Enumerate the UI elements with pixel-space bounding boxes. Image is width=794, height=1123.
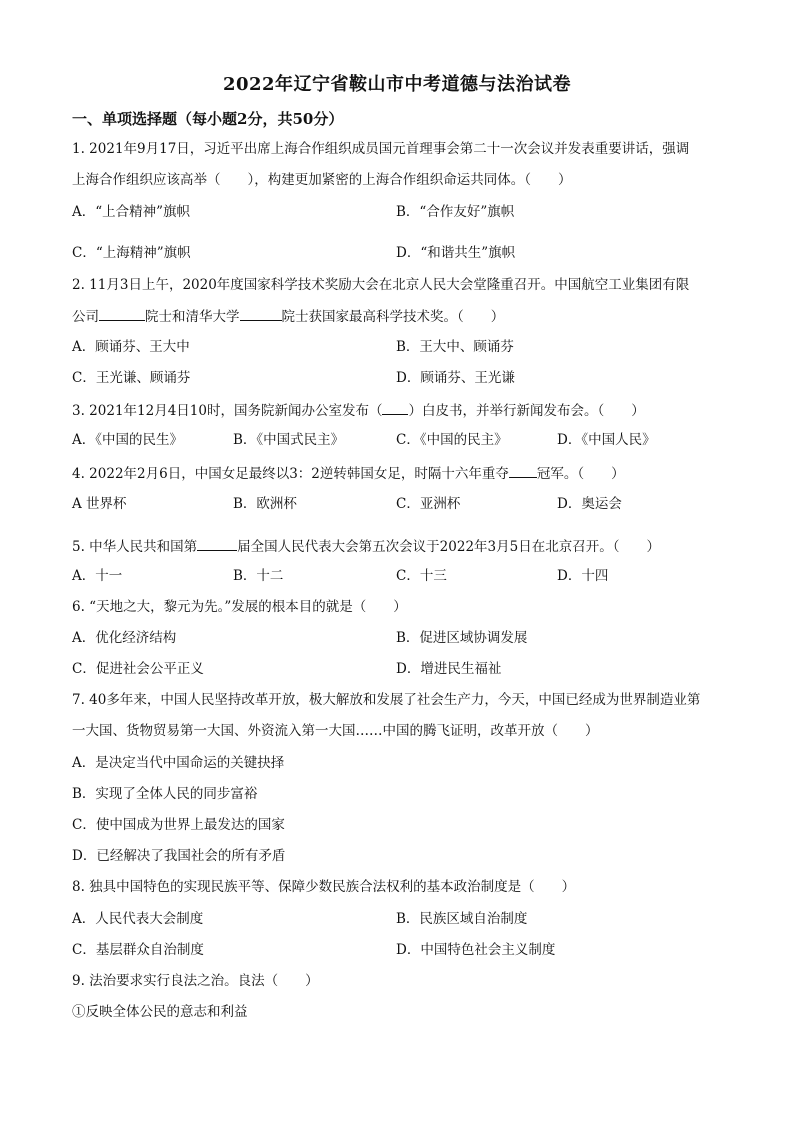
question-5-option-b: B．十二 xyxy=(233,568,284,584)
question-1-line-2: 上海合作组织应该高举（ ），构建更加紧密的上海合作组织命运共同体。（ ） xyxy=(72,172,572,188)
question-3-option-b: B．《中国式民主》 xyxy=(233,432,345,448)
page-title: 2022年辽宁省鞍山市中考道德与法治试卷 xyxy=(222,74,572,95)
question-5-option-d: D．十四 xyxy=(557,568,609,584)
question-5-option-c: C．十三 xyxy=(396,568,447,584)
question-3-option-d: D．《中国人民》 xyxy=(557,432,656,448)
question-7-option-d: D．已经解决了我国社会的所有矛盾 xyxy=(72,848,286,864)
question-7-line-2: 一大国、货物贸易第一大国、外资流入第一大国……中国的腾飞证明，改革开放（ ） xyxy=(72,723,599,739)
question-2-option-a: A．顾诵芬、王大中 xyxy=(72,339,190,355)
answer-blank xyxy=(197,536,237,551)
question-5-text-a: 5. 中华人民共和国第 xyxy=(72,539,198,555)
question-2-option-b: B．王大中、顾诵芬 xyxy=(396,339,514,355)
question-4-option-a: A 世界杯 xyxy=(72,496,127,512)
question-2-line-1: 2. 11月3日上午，2020年度国家科学技术奖励大会在北京人民大会堂隆重召开。中国航空工业集团有限 xyxy=(72,277,690,293)
question-8-option-d: D．中国特色社会主义制度 xyxy=(396,942,556,958)
question-3-option-a: A．《中国的民生》 xyxy=(72,432,183,448)
question-6-option-b: B．促进区域协调发展 xyxy=(396,630,528,646)
question-4-text-a: 4. 2022年2月6日，中国女足最终以3：2逆转韩国女足，时隔十六年重夺 xyxy=(72,466,509,482)
question-5-text-b: 届全国人民代表大会第五次会议于2022年3月5日在北京召开。（ ） xyxy=(237,539,660,555)
question-3-option-c: C．《中国的民主》 xyxy=(396,432,508,448)
question-8-option-b: B．民族区域自治制度 xyxy=(396,911,528,927)
question-3-line-1 xyxy=(72,400,645,420)
question-2-text-c: 院士获国家最高科学技术奖。（ ） xyxy=(281,309,505,325)
question-3-text-b: ）白皮书，并举行新闻发布会。（ ） xyxy=(408,403,645,419)
question-8-option-a: A．人民代表大会制度 xyxy=(72,911,204,927)
question-5-line-1 xyxy=(72,536,660,556)
question-3-text-a: 3. 2021年12月4日10时，国务院新闻办公室发布（ xyxy=(72,403,383,419)
question-2-line-2 xyxy=(72,306,504,326)
question-1-option-b: B．“合作友好”旗帜 xyxy=(396,204,515,220)
question-1-option-c: C．“上海精神”旗帜 xyxy=(72,245,191,261)
question-2-text-b: 院士和清华大学 xyxy=(145,309,240,325)
section-heading: 一、单项选择题（每小题2分，共50分） xyxy=(72,110,344,128)
answer-blank xyxy=(382,400,408,415)
question-4-option-c: C．亚洲杯 xyxy=(396,496,461,512)
question-4-option-b: B．欧洲杯 xyxy=(233,496,297,512)
answer-blank xyxy=(240,306,282,321)
question-7-option-a: A．是决定当代中国命运的关键抉择 xyxy=(72,755,285,771)
question-7-option-b: B．实现了全体人民的同步富裕 xyxy=(72,786,258,802)
question-9-line-1: 9. 法治要求实行良法之治。良法（ ） xyxy=(72,973,319,989)
question-8-option-c: C．基层群众自治制度 xyxy=(72,942,204,958)
question-7-line-1: 7. 40多年来，中国人民坚持改革开放，极大解放和发展了社会生产力，今天，中国已经成为世界制造业第 xyxy=(72,692,701,708)
question-5-option-a: A．十一 xyxy=(72,568,123,584)
question-6-line-1: 6. “天地之大，黎元为先。”发展的根本目的就是（ ） xyxy=(72,599,407,615)
question-1-option-a: A．“上合精神”旗帜 xyxy=(72,204,191,220)
question-4-text-b: 冠军。（ ） xyxy=(536,466,625,482)
question-4-option-d: D．奥运会 xyxy=(557,496,622,512)
question-1-line-1: 1. 2021年9月17日，习近平出席上海合作组织成员国元首理事会第二十一次会议并发表重要讲话，强调 xyxy=(72,141,690,157)
answer-blank xyxy=(509,463,537,478)
question-6-option-c: C．促进社会公平正义 xyxy=(72,661,204,677)
question-1-option-d: D．“和谐共生”旗帜 xyxy=(396,245,516,261)
question-4-line-1 xyxy=(72,463,625,483)
question-6-option-d: D．增进民生福祉 xyxy=(396,661,502,677)
question-9-statement-1: ①反映全体公民的意志和利益 xyxy=(72,1004,248,1020)
question-2-option-c: C．王光谦、顾诵芬 xyxy=(72,370,191,386)
question-7-option-c: C．使中国成为世界上最发达的国家 xyxy=(72,817,285,833)
answer-blank xyxy=(99,306,145,321)
question-2-option-d: D．顾诵芬、王光谦 xyxy=(396,370,515,386)
question-6-option-a: A．优化经济结构 xyxy=(72,630,177,646)
question-8-line-1: 8. 独具中国特色的实现民族平等、保障少数民族合法权利的基本政治制度是（ ） xyxy=(72,879,576,895)
question-2-text-a: 公司 xyxy=(72,309,99,325)
